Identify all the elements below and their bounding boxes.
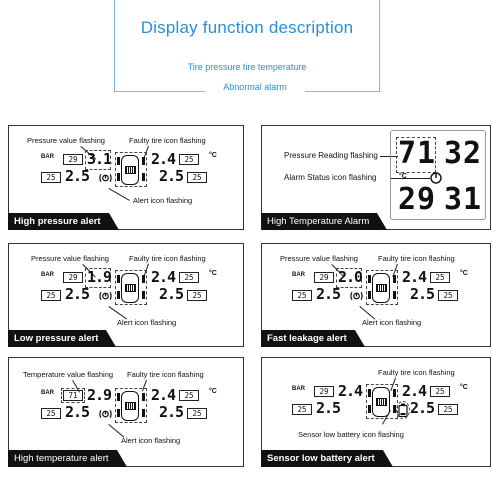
temp-box: 71 [63,390,83,401]
celsius-label: °C [209,270,217,277]
temp-box: 25 [41,172,61,183]
note-pressure: Pressure value flashing [31,254,109,263]
note-battery: Sensor low battery icon flashing [298,430,404,439]
top-left-value: 71 [398,136,437,171]
panel-fast-leakage [261,243,491,347]
temp-box: 25 [438,404,458,415]
pressure-value: 2.4 [402,382,427,400]
note-pressure: Pressure value flashing [280,254,358,263]
lcd-display [39,270,224,306]
alert-icon [99,290,112,302]
note-faulty: Faulty tire icon flashing [129,136,206,145]
temp-box: 25 [430,386,450,397]
alert-icon [350,290,363,302]
lcd-display [390,130,486,220]
pressure-value: 2.5 [316,285,341,303]
caption: High pressure alert [8,213,109,230]
note-faulty: Faulty tire icon flashing [127,370,204,379]
lcd-display [39,388,224,424]
temp-box: 25 [179,154,199,165]
pressure-value: 2.4 [151,268,176,286]
lcd-display [290,270,475,306]
temp-box: 25 [41,290,61,301]
caption: High temperature alert [8,450,117,467]
panel-high-temp-alert [8,357,244,467]
pressure-value: 2.4 [338,382,363,400]
flash-highlight [115,388,147,423]
pressure-value: 2.4 [151,386,176,404]
pressure-value: 2.5 [65,167,90,185]
pressure-value: 2.5 [65,403,90,421]
flash-highlight [61,388,85,403]
pressure-value: 2.9 [87,386,112,404]
note-alert: Alert icon flashing [133,196,193,205]
temp-box: 25 [187,408,207,419]
note-alert: Alert icon flashing [117,318,177,327]
temp-box: 25 [187,290,207,301]
temp-box: 25 [179,390,199,401]
alert-icon [99,172,112,184]
pressure-value: 2.4 [151,150,176,168]
note-faulty: Faulty tire icon flashing [378,254,455,263]
panel-high-pressure [8,125,244,230]
pressure-value: 3.1 [87,150,112,168]
unit-label: BAR [41,272,54,278]
celsius-label: °C [460,270,468,277]
flash-highlight [366,384,398,419]
caption: High Temperature Alarm [261,213,377,230]
note-status: Alarm Status icon flashing [284,173,377,182]
temp-box: 29 [314,386,334,397]
unit-label: BAR [292,272,305,278]
pressure-value: 2.5 [410,399,435,417]
pressure-value: 2.5 [159,403,184,421]
celsius-label: °C [209,152,217,159]
celsius-label: °C [399,173,407,180]
pressure-value: 2.5 [159,167,184,185]
pressure-value: 2.4 [402,268,427,286]
flash-highlight [366,270,398,305]
temp-box: 29 [314,272,334,283]
note-temp: Temperature value flashing [23,370,114,379]
temp-box: 29 [63,154,83,165]
top-right-value: 32 [444,136,483,171]
note-faulty: Faulty tire icon flashing [129,254,206,263]
panel-low-pressure [8,243,244,347]
temp-box: 25 [430,272,450,283]
note-alert: Alert icon flashing [121,436,181,445]
pressure-value: 2.5 [159,285,184,303]
lcd-display [39,152,224,188]
caption: Sensor low battery alert [261,450,383,467]
celsius-label: °C [460,384,468,391]
temp-box: 25 [179,272,199,283]
bottom-right-value: 31 [444,182,483,217]
temp-box: 25 [41,408,61,419]
pressure-value: 1.9 [87,268,112,286]
temp-box: 25 [187,172,207,183]
panel-sensor-low-battery [261,357,491,467]
unit-label: BAR [292,386,305,392]
temp-box: 25 [292,404,312,415]
header-frame [114,0,380,92]
alert-icon [99,408,112,420]
note-reading: Pressure Reading flashing [284,151,378,160]
unit-label: BAR [41,154,54,160]
note-alert: Alert icon flashing [362,318,422,327]
pressure-value: 2.5 [316,399,341,417]
flash-highlight [115,270,147,305]
caption: Low pressure alert [8,330,106,347]
lcd-display [290,384,475,420]
flash-highlight [396,401,410,419]
caption: Fast leakage alert [261,330,355,347]
celsius-label: °C [209,388,217,395]
panel-high-temp-alarm [261,125,491,230]
subtitle-alarm: Abnormal alarm [205,82,305,92]
page-title: Display function description [140,18,354,37]
note-faulty: Faulty tire icon flashing [378,368,455,377]
flash-highlight [115,152,147,187]
note-pressure: Pressure value flashing [27,136,105,145]
bottom-left-value: 29 [398,182,437,217]
unit-label: BAR [41,390,54,396]
temp-box: 25 [292,290,312,301]
subtitle-tire: Tire pressure tire temperature [187,62,307,72]
pressure-value: 2.5 [410,285,435,303]
pressure-value: 2.5 [65,285,90,303]
pointer-line [109,188,130,201]
temp-box: 29 [63,272,83,283]
temp-box: 25 [438,290,458,301]
pressure-value: 2.0 [338,268,363,286]
